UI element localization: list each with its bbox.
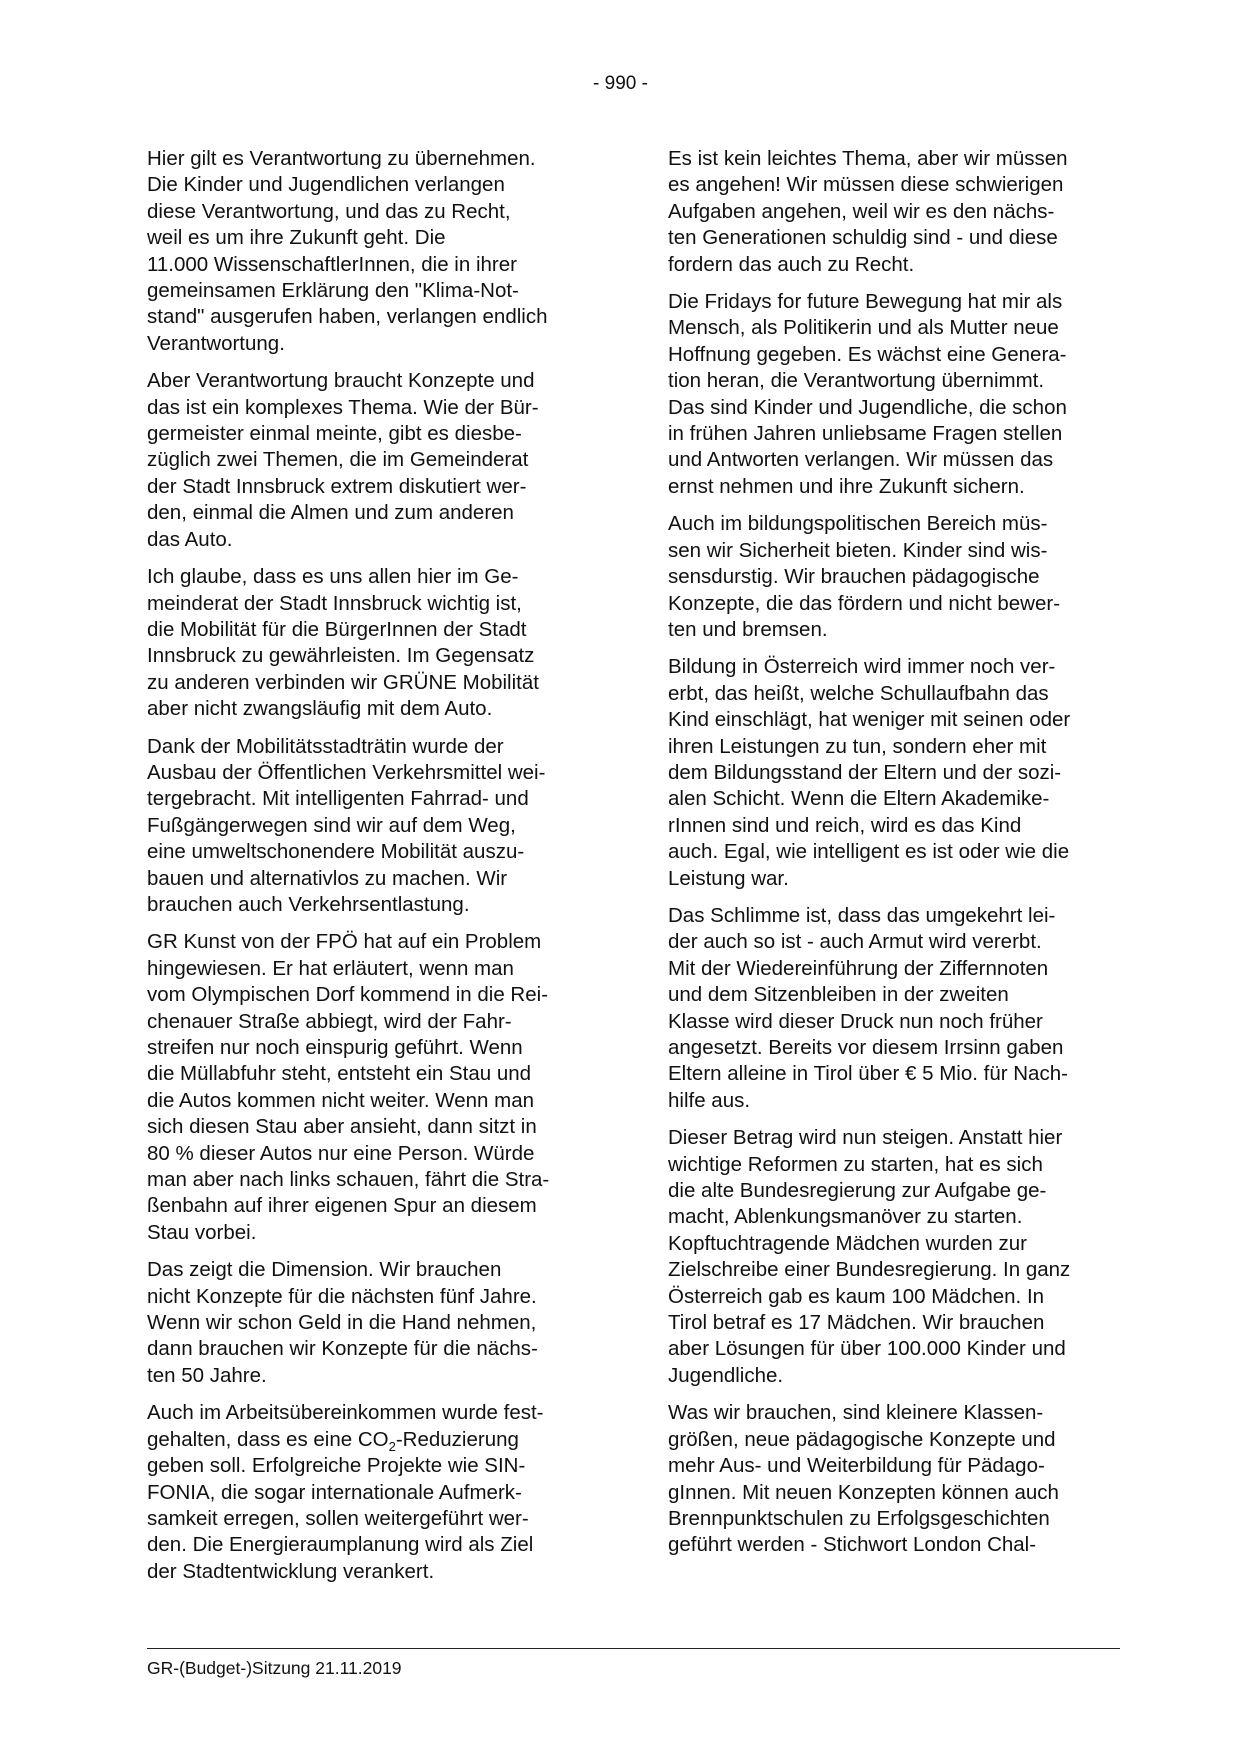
text-line: ten Generationen schuldig sind - und diese bbox=[668, 226, 1058, 250]
paragraph bbox=[147, 1400, 607, 1585]
text-line: Eltern alleine in Tirol über € 5 Mio. für Nach- bbox=[668, 1062, 1068, 1086]
text-line: Hier gilt es Verantwortung zu übernehmen. bbox=[147, 147, 536, 170]
text-line: ten und bremsen. bbox=[668, 617, 828, 641]
text-line: rInnen sind und reich, wird es das Kind bbox=[668, 813, 1022, 837]
text-line: das Auto. bbox=[147, 527, 233, 551]
text-line: 11.000 WissenschaftlerInnen, die in ihrer bbox=[147, 252, 517, 276]
paragraph bbox=[668, 289, 1128, 500]
text-line: geben soll. Erfolgreiche Projekte wie SIN- bbox=[147, 1454, 526, 1478]
text-line: der Stadtentwicklung verankert. bbox=[147, 1559, 435, 1583]
text-line: geführt werden - Stichwort London Chal- bbox=[668, 1533, 1037, 1557]
text-line: chenauer Straße abbiegt, wird der Fahr- bbox=[147, 1009, 512, 1033]
text-line: die Autos kommen nicht weiter. Wenn man bbox=[147, 1088, 535, 1112]
text-line: 80 % dieser Autos nur eine Person. Würde bbox=[147, 1141, 535, 1165]
text-line: bauen und alternativlos zu machen. Wir bbox=[147, 866, 508, 890]
text-line: brauchen auch Verkehrsentlastung. bbox=[147, 892, 470, 916]
text-line: Wenn wir schon Geld in die Hand nehmen, bbox=[147, 1311, 537, 1335]
text-line: Aufgaben angehen, weil wir es den nächs- bbox=[668, 199, 1055, 223]
page-number: - 990 - bbox=[593, 73, 648, 94]
text-line: Ausbau der Öffentlichen Verkehrsmittel wei- bbox=[147, 760, 546, 784]
text-line bbox=[147, 1427, 607, 1453]
text-line: den. Die Energieraumplanung wird als Ziel bbox=[147, 1533, 534, 1557]
text-line: Kind einschlägt, hat weniger mit seinen oder bbox=[668, 708, 1071, 732]
text-line: diese Verantwortung, und das zu Recht, bbox=[147, 199, 511, 223]
text-line: Klasse wird dieser Druck nun noch früher bbox=[668, 1009, 1043, 1033]
text-line: Das sind Kinder und Jugendliche, die schon bbox=[668, 395, 1067, 419]
text-line: ßenbahn auf ihrer eigenen Spur an diesem bbox=[147, 1194, 537, 1218]
text-line: Es ist kein leichtes Thema, aber wir müssen bbox=[668, 147, 1068, 170]
text-line: germeister einmal meinte, gibt es diesbe- bbox=[147, 422, 522, 446]
text-line: vom Olympischen Dorf kommend in die Rei- bbox=[147, 983, 549, 1007]
text-line: aber nicht zwangsläufig mit dem Auto. bbox=[147, 697, 493, 721]
paragraph bbox=[668, 511, 1128, 643]
text-line: Bildung in Österreich wird immer noch ver- bbox=[668, 655, 1056, 679]
text-line: Mit der Wiedereinführung der Ziffernnoten bbox=[668, 956, 1049, 980]
text-line: den, einmal die Almen und zum anderen bbox=[147, 501, 514, 525]
text-line: züglich zwei Themen, die im Gemeinderat bbox=[147, 448, 529, 472]
text-line: Zielschreibe einer Bundesregierung. In ganz bbox=[668, 1258, 1071, 1282]
right-text-column bbox=[668, 146, 1128, 1570]
text-line: Fußgängerwegen sind wir auf dem Weg, bbox=[147, 813, 516, 837]
footer-divider bbox=[147, 1648, 1120, 1649]
text-line: Dieser Betrag wird nun steigen. Anstatt hier bbox=[668, 1126, 1063, 1150]
text-line: Österreich gab es kaum 100 Mädchen. In bbox=[668, 1284, 1045, 1308]
text-line: und Antworten verlangen. Wir müssen das bbox=[668, 448, 1054, 472]
paragraph bbox=[147, 564, 607, 722]
text-line: die Müllabfuhr steht, entsteht ein Stau und bbox=[147, 1062, 532, 1086]
subscript: 2 bbox=[388, 1438, 396, 1454]
text-line: es angehen! Wir müssen diese schwierigen bbox=[668, 173, 1064, 197]
text-line: erbt, das heißt, welche Schullaufbahn das bbox=[668, 681, 1049, 705]
text-line: wichtige Reformen zu starten, hat es sich bbox=[668, 1152, 1043, 1176]
text-line: sen wir Sicherheit bieten. Kinder sind wis- bbox=[668, 538, 1048, 562]
text-line: die alte Bundesregierung zur Aufgabe ge- bbox=[668, 1179, 1047, 1203]
text-line: fordern das auch zu Recht. bbox=[668, 252, 915, 276]
text-line: gemeinsamen Erklärung den "Klima-Not- bbox=[147, 279, 519, 303]
text-line: größen, neue pädagogische Konzepte und bbox=[668, 1427, 1056, 1451]
text-line: Die Fridays for future Bewegung hat mir als bbox=[668, 290, 1063, 314]
text-line: Kopftuchtragende Mädchen wurden zur bbox=[668, 1231, 1027, 1255]
text-line: samkeit erregen, sollen weitergeführt wer- bbox=[147, 1506, 529, 1530]
paragraph bbox=[668, 1400, 1128, 1558]
text-line: ten 50 Jahre. bbox=[147, 1363, 267, 1387]
paragraph bbox=[147, 368, 607, 553]
text-line: tion heran, die Verantwortung übernimmt. bbox=[668, 369, 1045, 393]
text-line: aber Lösungen für über 100.000 Kinder und bbox=[668, 1337, 1066, 1361]
left-text-column bbox=[147, 146, 607, 1596]
text-line: gInnen. Mit neuen Konzepten können auch bbox=[668, 1480, 1059, 1504]
text-line: dem Bildungsstand der Eltern und der sozi- bbox=[668, 760, 1062, 784]
text-line: Jugendliche. bbox=[668, 1363, 784, 1387]
text-line: zu anderen verbinden wir GRÜNE Mobilität bbox=[147, 670, 539, 694]
text-line: Hoffnung gegeben. Es wächst eine Genera- bbox=[668, 342, 1067, 366]
text-line: Tirol betraf es 17 Mädchen. Wir brauchen bbox=[668, 1311, 1045, 1335]
text-line: eine umweltschonendere Mobilität auszu- bbox=[147, 840, 525, 864]
paragraph bbox=[668, 146, 1128, 278]
text-line: Auch im Arbeitsübereinkommen wurde fest- bbox=[147, 1401, 544, 1425]
paragraph bbox=[147, 1257, 607, 1389]
text-line: sensdurstig. Wir brauchen pädagogische bbox=[668, 565, 1040, 589]
footer-session-label: GR-(Budget-)Sitzung 21.11.2019 bbox=[147, 1658, 402, 1678]
text-line: weil es um ihre Zukunft geht. Die bbox=[147, 226, 446, 250]
text-line: mehr Aus- und Weiterbildung für Pädago- bbox=[668, 1454, 1045, 1478]
text-fragment: gehalten, dass es eine CO bbox=[147, 1427, 389, 1451]
text-line: nicht Konzepte für die nächsten fünf Jahre. bbox=[147, 1284, 537, 1308]
text-line: Konzepte, die das fördern und nicht bewer- bbox=[668, 591, 1061, 615]
text-line: macht, Ablenkungsmanöver zu starten. bbox=[668, 1205, 1023, 1229]
text-line: man aber nach links schauen, fährt die Stra- bbox=[147, 1168, 550, 1192]
text-line: Die Kinder und Jugendlichen verlangen bbox=[147, 173, 505, 197]
text-line: streifen nur noch einspurig geführt. Wenn bbox=[147, 1036, 523, 1059]
text-line: Stau vorbei. bbox=[147, 1220, 257, 1244]
text-line: stand" ausgerufen haben, verlangen endlich bbox=[147, 305, 548, 329]
text-line: das ist ein komplexes Thema. Wie der Bür- bbox=[147, 395, 539, 419]
text-line: Das Schlimme ist, dass das umgekehrt lei- bbox=[668, 903, 1056, 927]
text-line: und dem Sitzenbleiben in der zweiten bbox=[668, 983, 1009, 1007]
paragraph bbox=[147, 146, 607, 357]
text-line: FONIA, die sogar internationale Aufmerk- bbox=[147, 1480, 522, 1504]
text-line: hingewiesen. Er hat erläutert, wenn man bbox=[147, 956, 514, 980]
text-line: alen Schicht. Wenn die Eltern Akademike- bbox=[668, 787, 1050, 811]
text-line: meinderat der Stadt Innsbruck wichtig ist, bbox=[147, 591, 522, 615]
text-line: sich diesen Stau aber ansieht, dann sitzt in bbox=[147, 1115, 537, 1139]
text-line: die Mobilität für die BürgerInnen der Stadt bbox=[147, 617, 527, 641]
text-line: Verantwortung. bbox=[147, 331, 285, 355]
text-line: der auch so ist - auch Armut wird vererbt. bbox=[668, 930, 1042, 954]
text-line: hilfe aus. bbox=[668, 1088, 751, 1112]
text-line: der Stadt Innsbruck extrem diskutiert wer- bbox=[147, 474, 527, 498]
paragraph bbox=[668, 1125, 1128, 1389]
text-line: Was wir brauchen, sind kleinere Klassen- bbox=[668, 1401, 1044, 1425]
text-line: Auch im bildungspolitischen Bereich müs- bbox=[668, 512, 1048, 536]
text-line: Ich glaube, dass es uns allen hier im Ge- bbox=[147, 565, 519, 589]
text-line: ihren Leistungen zu tun, sondern eher mit bbox=[668, 734, 1047, 758]
text-line: dann brauchen wir Konzepte für die nächs- bbox=[147, 1337, 538, 1361]
text-line: Mensch, als Politikerin und als Mutter neue bbox=[668, 316, 1059, 340]
paragraph bbox=[668, 903, 1128, 1114]
text-line: in frühen Jahren unliebsame Fragen stellen bbox=[668, 422, 1063, 446]
text-line: Dank der Mobilitätsstadträtin wurde der bbox=[147, 734, 504, 758]
text-line: auch. Egal, wie intelligent es ist oder wie die bbox=[668, 840, 1070, 864]
text-line: GR Kunst von der FPÖ hat auf ein Problem bbox=[147, 930, 542, 954]
paragraph bbox=[147, 929, 607, 1246]
paragraph bbox=[668, 654, 1128, 892]
text-line: angesetzt. Bereits vor diesem Irrsinn gaben bbox=[668, 1036, 1064, 1059]
text-line: Das zeigt die Dimension. Wir brauchen bbox=[147, 1258, 502, 1282]
text-line: ernst nehmen und ihre Zukunft sichern. bbox=[668, 474, 1025, 498]
text-line: Brennpunktschulen zu Erfolgsgeschichten bbox=[668, 1506, 1050, 1530]
text-line: Leistung war. bbox=[668, 866, 789, 890]
paragraph bbox=[147, 734, 607, 919]
text-line: Aber Verantwortung braucht Konzepte und bbox=[147, 369, 535, 393]
text-line: Innsbruck zu gewährleisten. Im Gegensatz bbox=[147, 644, 535, 668]
text-line: tergebracht. Mit intelligenten Fahrrad- und bbox=[147, 787, 529, 811]
text-fragment: -Reduzierung bbox=[395, 1427, 519, 1451]
